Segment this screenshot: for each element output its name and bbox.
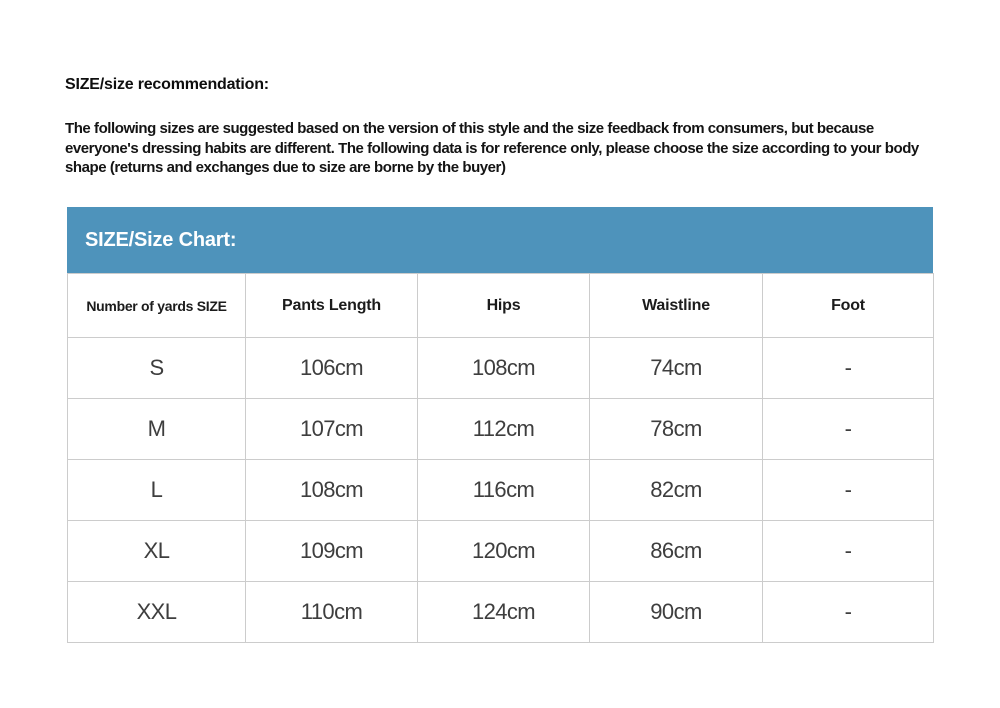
size-chart-title: SIZE/Size Chart: — [85, 228, 237, 251]
cell-pants-length: 109cm — [246, 521, 418, 582]
table-row — [68, 521, 934, 582]
column-header-size: Number of yards SIZE — [68, 274, 246, 338]
cell-size: S — [68, 338, 246, 399]
cell-pants-length: 107cm — [246, 399, 418, 460]
cell-hips: 124cm — [418, 582, 590, 643]
cell-waistline: 86cm — [590, 521, 763, 582]
cell-foot: - — [763, 399, 934, 460]
cell-waistline: 78cm — [590, 399, 763, 460]
page-title: SIZE/size recommendation: — [65, 76, 269, 93]
cell-hips: 116cm — [418, 460, 590, 521]
cell-hips: 108cm — [418, 338, 590, 399]
size-recommendation-text: The following sizes are suggested based on the version of this style and the size feedback from consumers, but because everyone's dressing habits are different. The following data is for reference only, please choose the size according to your body shape (returns and exchanges due to size are borne by the buyer) — [65, 120, 919, 176]
table-row — [68, 460, 934, 521]
cell-foot: - — [763, 460, 934, 521]
cell-pants-length: 108cm — [246, 460, 418, 521]
column-header-foot: Foot — [763, 274, 934, 338]
column-header-pants-length: Pants Length — [246, 274, 418, 338]
cell-waistline: 82cm — [590, 460, 763, 521]
column-header-hips: Hips — [418, 274, 590, 338]
size-chart-table — [67, 273, 934, 643]
cell-foot: - — [763, 521, 934, 582]
cell-size: XXL — [68, 582, 246, 643]
cell-hips: 112cm — [418, 399, 590, 460]
cell-size: XL — [68, 521, 246, 582]
table-header-row — [68, 274, 934, 338]
cell-waistline: 90cm — [590, 582, 763, 643]
cell-hips: 120cm — [418, 521, 590, 582]
column-header-waistline: Waistline — [590, 274, 763, 338]
cell-foot: - — [763, 582, 934, 643]
size-chart-header — [67, 207, 933, 273]
table-row — [68, 582, 934, 643]
cell-foot: - — [763, 338, 934, 399]
cell-size: L — [68, 460, 246, 521]
table-row — [68, 338, 934, 399]
table-row — [68, 399, 934, 460]
cell-pants-length: 106cm — [246, 338, 418, 399]
cell-pants-length: 110cm — [246, 582, 418, 643]
cell-waistline: 74cm — [590, 338, 763, 399]
cell-size: M — [68, 399, 246, 460]
